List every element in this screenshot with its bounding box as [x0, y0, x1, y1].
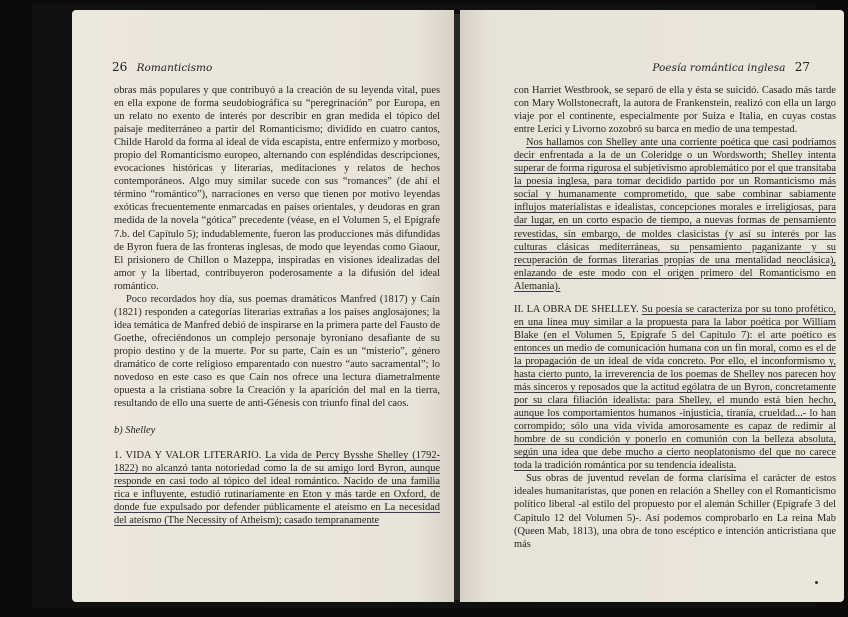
subsection-heading: b) Shelley	[114, 425, 156, 437]
left-page-number: 26	[112, 60, 128, 74]
right-page-body	[514, 84, 836, 551]
right-paragraph-1: con Harriet Westbrook, se separó de ella y ésta se suicidó. Casado más tarde con Mary Wollstonecraft, la autora de Frankenstein, realizó con ella un largo viaje por el continente, especialmente por Suiza e Italia, en cuyas costas entre Lerici y Livorno zozobró su barca en medio de una tempestad.	[514, 85, 836, 136]
right-page-number: 27	[794, 60, 810, 74]
right-page	[460, 10, 844, 602]
section-1-label: 1. VIDA Y VALOR LITERARIO.	[114, 450, 262, 462]
right-final-paragraph: Sus obras de juventud revelan de forma clarísima el carácter de estos ideales humanitaristas, que ponen en relación a Shelley con el Romanticismo político liberal -al estilo del propuesto por el alemán Schiller (Epígrafe 3 del Capítulo 12 del Volumen 5)-. Así podemos comprobarlo en La reina Mab (Queen Mab, 1813), una obra de tono escéptico e intención anticristiana que más	[514, 473, 836, 550]
right-page-header	[652, 60, 810, 74]
left-page	[72, 10, 454, 602]
section-1-paragraph	[114, 449, 440, 527]
right-running-title: Poesía romántica inglesa	[652, 62, 786, 74]
left-running-title: Romanticismo	[136, 62, 213, 74]
left-page-header	[112, 60, 212, 74]
left-paragraph-2: Poco recordados hoy día, sus poemas dramáticos Manfred (1817) y Caín (1821) responden a categorías literarias extrañas a los países anglosajones; la idea temática de Manfred debió de inspirarse en la primera parte del Fausto de Goethe, ofreciéndonos un complejo personaje byroniano desafiante de su propio destino y de la muerte. Por su parte, Caín es un “misterio”, género dramático de corte religioso emparentado con nuestro “auto sacramental”; lo novedoso en este caso es que Caín nos ofrece una lectura diametralmente opuesta a la cristiana sobre la Creación y la aparición del mal en la tierra, resultando de ello una suerte de anti-Génesis con triunfo final del caos.	[114, 293, 440, 410]
left-page-body	[114, 84, 440, 528]
section-1-text: La vida de Percy Bysshe Shelley (1792-1822) no alcanzó tanta notoriedad como la de su amigo lord Byron, aunque responde en casi todo al tópico del ideal romántico. Nacido de una familia rica e influyente, estudió rutinariamente en Eton y más tarde en Oxford, de donde fue expulsado por defender públicamente el ateísmo en La necesidad del ateísmo (The Necessity of Atheism); casado tempranamente	[114, 450, 440, 527]
right-paragraph-2: Nos hallamos con Shelley ante una corriente poética que casi podríamos decir enfrentada a la de un Coleridge o un Wordsworth; Shelley intenta superar de forma rigurosa el subjetivismo aproblemático por el que transitaba la poesía inglesa, para tomar decidido partido por un Romanticismo más social y humanamente comprometido, que sabe combinar sabiamente influjos materialistas e idealistas, concepciones morales e irreligiosas, para dar lugar, en un corto espacio de tiempo, a nuevas formas de pensamiento revestidas, sin embargo, de moldes clasicistas (y así su interés por las culturas clásicas mediterráneas, su pensamiento paganizante y su recuperación de formas literarias propias de una mentalidad neoclásica), enlazando de este modo con el origen primero del Romanticismo en Alemania).	[514, 137, 837, 292]
left-paragraph-1: obras más populares y que contribuyó a la creación de su leyenda vital, pues en ella expone de forma seudobiográfica su “peregrinación” por Europa, en un relato no exento de interés por describir en gran medida el tópico del paisaje mediterráneo a partir del Romanticismo; dividido en cuatro cantos, Childe Harold da forma al ideal de vida escapista, entre enfermizo y morboso, propio del Romanticismo europeo, alternando con espléndidas descripciones, evocaciones históricas y literarias, meditaciones y relatos de hechos contemporáneos. Algo muy similar sucede con sus “romances” (de ahí el término “romántico”), narraciones en verso que tienen por motivo leyendas exóticas frecuentemente enmarcadas en países orientales, y deudoras en gran medida de la novela “gótica” precedente (véase, en el Volumen 5, el Epígrafe 7.b. del Capítulo 5); indudablemente, fueron las producciones más difundidas de Byron fuera de las fronteras inglesas, de modo que leyendas como Giaour, El prisionero de Chillon o Mazeppa, inspiradas en visiones idealizadas del amor y la libertad, contribuyeron poderosamente a la difusión del ideal romántico.	[114, 85, 440, 292]
section-2-text: Su poesía se caracteriza por su tono profético, en una línea muy similar a la propuesta para la labor poética por William Blake (en el Volumen 5, Epígrafe 5 del Capítulo 7): el arte poético es entonces un medio de comunicación humana con un fin moral, como es el de la propagación de un ideal de vida concreto. Por ello, el inconformismo y, hasta cierto punto, la irreverencia de los poemas de Shelley nos parecen hoy más sinceros y reposados que la actitud ególatra de un Byron, concretamente por su clara filiación idealista: para Shelley, el mundo está bien hecho, aunque los comportamientos humanos -injusticia, tiranía, crueldad...- lo han corrompido; sólo una vida vivida amorosamente es capaz de redimir al hombre de su condición y ponerlo en comunión con la belleza absoluta, según una idea que debe mucho a cierto neoplatonismo del que no carece toda la tradición romántica por su tendencia idealista.	[514, 303, 836, 472]
section-2-paragraph	[514, 303, 836, 473]
ink-dot	[815, 581, 818, 584]
book-spread	[32, 4, 837, 608]
section-2-label: II. LA OBRA DE SHELLEY.	[514, 303, 639, 315]
